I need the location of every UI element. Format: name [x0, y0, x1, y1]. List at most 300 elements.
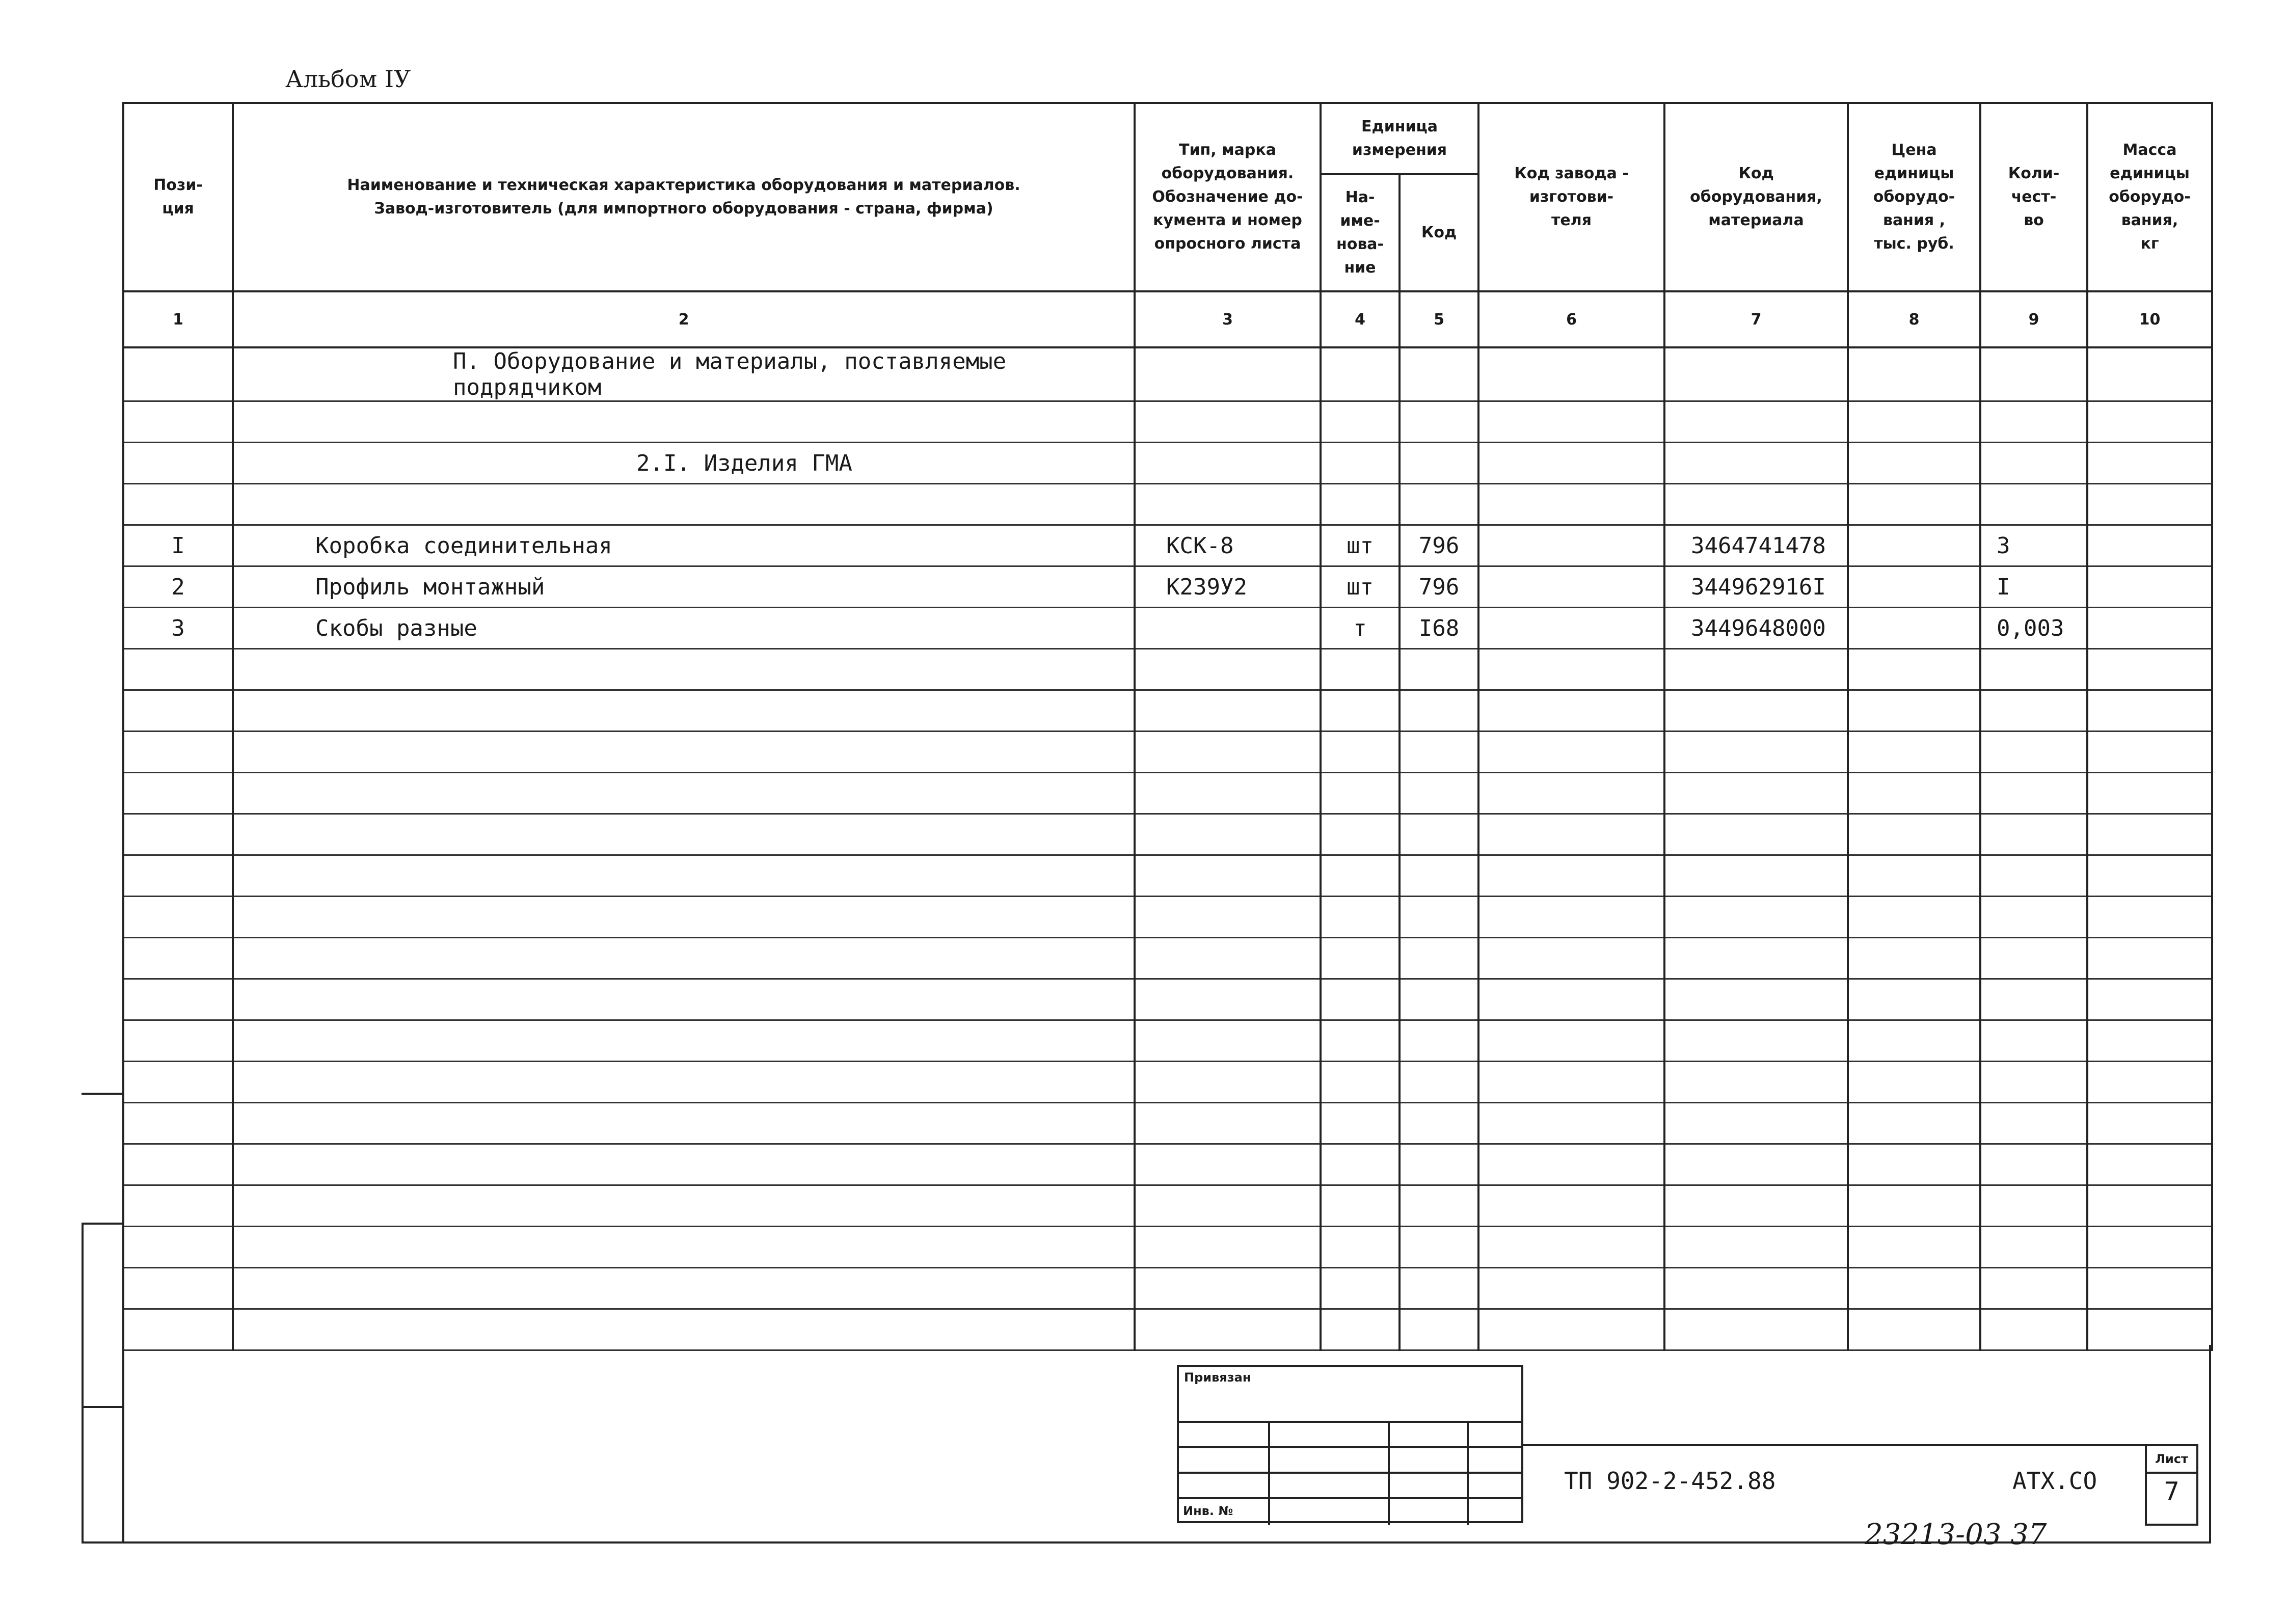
cell-maker	[1478, 1103, 1664, 1144]
cell-name	[233, 1062, 1135, 1103]
cell-unit	[1321, 690, 1400, 732]
specification-table	[122, 102, 2213, 1351]
cell-name	[233, 855, 1135, 897]
cell-unit-code	[1400, 443, 1478, 484]
cell-qty	[1980, 814, 2087, 855]
cell-type	[1135, 979, 1321, 1020]
album-title: Альбом IУ	[285, 65, 411, 93]
header-equipment-code: Код оборудования, материала	[1664, 103, 1848, 291]
cell-unit: шт	[1321, 525, 1400, 566]
cell-price	[1848, 855, 1980, 897]
cell-mass	[2087, 484, 2212, 525]
cell-equip-code	[1664, 979, 1848, 1020]
table-row	[123, 525, 2212, 566]
cell-mass	[2087, 855, 2212, 897]
cell-price	[1848, 1144, 1980, 1185]
cell-pos	[123, 1144, 233, 1185]
cell-qty	[1980, 1227, 2087, 1268]
cell-type	[1135, 347, 1321, 401]
cell-unit-code	[1400, 814, 1478, 855]
header-type: Тип, марка оборудования. Обозначение до- кумента и номер опросного листа	[1135, 103, 1321, 291]
cell-unit-code	[1400, 1144, 1478, 1185]
cell-equip-code	[1664, 814, 1848, 855]
cell-unit-code	[1400, 649, 1478, 690]
table-row	[123, 1185, 2212, 1227]
cell-mass	[2087, 773, 2212, 814]
cell-unit	[1321, 484, 1400, 525]
cell-unit	[1321, 1020, 1400, 1062]
cell-price	[1848, 690, 1980, 732]
cell-type	[1135, 1062, 1321, 1103]
cell-maker	[1478, 401, 1664, 443]
cell-unit	[1321, 1103, 1400, 1144]
table-row	[123, 1020, 2212, 1062]
cell-mass	[2087, 608, 2212, 649]
cell-unit	[1321, 1227, 1400, 1268]
cell-price	[1848, 1227, 1980, 1268]
cell-name	[233, 1309, 1135, 1350]
cell-pos	[123, 938, 233, 979]
cell-type	[1135, 897, 1321, 938]
cell-unit-code	[1400, 1309, 1478, 1350]
cell-type	[1135, 732, 1321, 773]
stamp-line	[1179, 1472, 1521, 1474]
cell-qty	[1980, 1103, 2087, 1144]
cell-equip-code	[1664, 855, 1848, 897]
cell-name	[233, 1020, 1135, 1062]
cell-mass	[2087, 897, 2212, 938]
cell-mass	[2087, 347, 2212, 401]
cell-qty	[1980, 855, 2087, 897]
stamp-divider	[1268, 1421, 1270, 1525]
table-row	[123, 979, 2212, 1020]
cell-maker	[1478, 1062, 1664, 1103]
cell-maker	[1478, 566, 1664, 608]
cell-price	[1848, 814, 1980, 855]
cell-price	[1848, 897, 1980, 938]
cell-type	[1135, 1144, 1321, 1185]
table-row	[123, 443, 2212, 484]
cell-mass	[2087, 1144, 2212, 1185]
table-row	[123, 1227, 2212, 1268]
header-unit-group: Единица измерения	[1321, 103, 1478, 174]
cell-qty	[1980, 897, 2087, 938]
cell-qty	[1980, 1144, 2087, 1185]
cell-maker	[1478, 938, 1664, 979]
cell-unit-code	[1400, 484, 1478, 525]
cell-mass	[2087, 1309, 2212, 1350]
cell-qty: 3	[1980, 525, 2087, 566]
cell-name	[233, 649, 1135, 690]
cell-equip-code	[1664, 1062, 1848, 1103]
cell-price	[1848, 608, 1980, 649]
handwritten-number: 23213-03 37	[1865, 1518, 2047, 1551]
cell-pos	[123, 484, 233, 525]
header-name: Наименование и техническая характеристика оборудования и материалов. Завод-изготовитель (для импортного оборудования - страна, фирма)	[233, 103, 1135, 291]
cell-mass	[2087, 814, 2212, 855]
cell-maker	[1478, 1227, 1664, 1268]
cell-mass	[2087, 525, 2212, 566]
table-row	[123, 649, 2212, 690]
cell-pos	[123, 443, 233, 484]
header-position: Пози- ция	[123, 103, 233, 291]
cell-unit	[1321, 443, 1400, 484]
cell-name	[233, 1103, 1135, 1144]
cell-pos	[123, 1020, 233, 1062]
cell-price	[1848, 1020, 1980, 1062]
cell-qty	[1980, 1268, 2087, 1309]
cell-maker	[1478, 897, 1664, 938]
cell-maker	[1478, 773, 1664, 814]
cell-price	[1848, 938, 1980, 979]
sheet-number: 7	[2164, 1477, 2180, 1506]
cell-mass	[2087, 690, 2212, 732]
cell-unit-code	[1400, 979, 1478, 1020]
cell-unit	[1321, 773, 1400, 814]
cell-qty	[1980, 1062, 2087, 1103]
cell-qty: I	[1980, 566, 2087, 608]
cell-qty	[1980, 1020, 2087, 1062]
cell-mass	[2087, 401, 2212, 443]
cell-unit	[1321, 649, 1400, 690]
cell-type	[1135, 443, 1321, 484]
cell-qty	[1980, 690, 2087, 732]
cell-qty	[1980, 938, 2087, 979]
cell-price	[1848, 525, 1980, 566]
cell-qty	[1980, 649, 2087, 690]
cell-price	[1848, 401, 1980, 443]
cell-maker	[1478, 1020, 1664, 1062]
table-row	[123, 1268, 2212, 1309]
table-row	[123, 773, 2212, 814]
cell-name: Скобы разные	[233, 608, 1135, 649]
inventory-label: Инв. №	[1183, 1504, 1233, 1518]
table-row	[123, 732, 2212, 773]
cell-price	[1848, 484, 1980, 525]
cell-unit-code	[1400, 1020, 1478, 1062]
cell-unit-code	[1400, 1268, 1478, 1309]
cell-name	[233, 484, 1135, 525]
cell-unit-code	[1400, 1062, 1478, 1103]
cell-equip-code	[1664, 690, 1848, 732]
table-row	[123, 608, 2212, 649]
cell-price	[1848, 1185, 1980, 1227]
stamp-line	[1179, 1446, 1521, 1448]
cell-unit-code	[1400, 401, 1478, 443]
cell-price	[1848, 979, 1980, 1020]
cell-equip-code	[1664, 773, 1848, 814]
cell-maker	[1478, 525, 1664, 566]
cell-qty	[1980, 1185, 2087, 1227]
cell-mass	[2087, 566, 2212, 608]
cell-maker	[1478, 1185, 1664, 1227]
cell-unit-code	[1400, 773, 1478, 814]
document-code: ТП 902-2-452.88	[1564, 1467, 1776, 1495]
cell-equip-code	[1664, 1144, 1848, 1185]
cell-unit	[1321, 1185, 1400, 1227]
margin-line-vertical	[82, 1223, 84, 1544]
cell-mass	[2087, 1185, 2212, 1227]
cell-unit-code	[1400, 938, 1478, 979]
cell-unit	[1321, 1144, 1400, 1185]
cell-pos	[123, 347, 233, 401]
sheet-label: Лист	[2147, 1446, 2196, 1474]
cell-mass	[2087, 1227, 2212, 1268]
cell-name	[233, 814, 1135, 855]
cell-unit-code	[1400, 347, 1478, 401]
cell-pos	[123, 1268, 233, 1309]
cell-equip-code	[1664, 347, 1848, 401]
table-row	[123, 1144, 2212, 1185]
cell-unit	[1321, 814, 1400, 855]
binding-stamp	[1177, 1365, 1523, 1523]
cell-mass	[2087, 1268, 2212, 1309]
cell-type	[1135, 484, 1321, 525]
cell-mass	[2087, 649, 2212, 690]
cell-unit: т	[1321, 608, 1400, 649]
margin-line-mid	[82, 1406, 122, 1408]
cell-type: К239У2	[1135, 566, 1321, 608]
cell-unit-code	[1400, 1185, 1478, 1227]
cell-qty	[1980, 773, 2087, 814]
cell-maker	[1478, 690, 1664, 732]
cell-unit-code: 796	[1400, 566, 1478, 608]
table-row	[123, 855, 2212, 897]
column-number-row: 1 2 3 4 5 6 7 8 9 10	[123, 291, 2212, 347]
cell-unit-code	[1400, 897, 1478, 938]
cell-name	[233, 732, 1135, 773]
cell-name	[233, 979, 1135, 1020]
stamp-divider	[1388, 1421, 1390, 1525]
cell-pos	[123, 401, 233, 443]
cell-maker	[1478, 855, 1664, 897]
cell-unit	[1321, 1268, 1400, 1309]
cell-equip-code	[1664, 484, 1848, 525]
cell-unit-code	[1400, 855, 1478, 897]
cell-pos	[123, 814, 233, 855]
cell-unit	[1321, 855, 1400, 897]
cell-type	[1135, 1227, 1321, 1268]
cell-equip-code	[1664, 897, 1848, 938]
cell-maker	[1478, 649, 1664, 690]
cell-qty	[1980, 347, 2087, 401]
cell-price	[1848, 1062, 1980, 1103]
sheet-code: АТХ.СО	[2012, 1467, 2097, 1495]
cell-equip-code: 3449648000	[1664, 608, 1848, 649]
cell-pos	[123, 732, 233, 773]
cell-mass	[2087, 732, 2212, 773]
stamp-line	[1179, 1497, 1521, 1499]
cell-name: Профиль монтажный	[233, 566, 1135, 608]
cell-pos: 2	[123, 566, 233, 608]
cell-price	[1848, 1309, 1980, 1350]
cell-price	[1848, 347, 1980, 401]
cell-maker	[1478, 1144, 1664, 1185]
cell-maker	[1478, 443, 1664, 484]
cell-type	[1135, 1103, 1321, 1144]
cell-pos: 3	[123, 608, 233, 649]
cell-price	[1848, 1103, 1980, 1144]
cell-type	[1135, 814, 1321, 855]
cell-equip-code	[1664, 1268, 1848, 1309]
cell-type	[1135, 690, 1321, 732]
table-row	[123, 347, 2212, 401]
cell-qty: 0,003	[1980, 608, 2087, 649]
margin-mark	[82, 1093, 122, 1095]
cell-type	[1135, 1268, 1321, 1309]
table-row	[123, 401, 2212, 443]
header-price: Цена единицы оборудо- вания , тыс. руб.	[1848, 103, 1980, 291]
cell-name: Коробка соединительная	[233, 525, 1135, 566]
cell-unit-code	[1400, 690, 1478, 732]
table-row	[123, 814, 2212, 855]
cell-type	[1135, 1185, 1321, 1227]
cell-name	[233, 773, 1135, 814]
table-row	[123, 938, 2212, 979]
cell-type	[1135, 1020, 1321, 1062]
cell-name: П. Оборудование и материалы, поставляемые подрядчиком	[233, 347, 1135, 401]
cell-name	[233, 938, 1135, 979]
cell-pos	[123, 1309, 233, 1350]
table-row	[123, 1309, 2212, 1350]
cell-type	[1135, 608, 1321, 649]
cell-equip-code: 3464741478	[1664, 525, 1848, 566]
cell-name: 2.I. Изделия ГМА	[233, 443, 1135, 484]
cell-unit	[1321, 732, 1400, 773]
cell-equip-code	[1664, 1103, 1848, 1144]
cell-type	[1135, 1309, 1321, 1350]
table-row	[123, 484, 2212, 525]
cell-qty	[1980, 979, 2087, 1020]
cell-unit-code	[1400, 1227, 1478, 1268]
cell-name	[233, 690, 1135, 732]
table-row	[123, 690, 2212, 732]
cell-unit-code	[1400, 1103, 1478, 1144]
cell-name	[233, 1144, 1135, 1185]
cell-pos	[123, 1103, 233, 1144]
cell-maker	[1478, 732, 1664, 773]
cell-mass	[2087, 443, 2212, 484]
cell-equip-code	[1664, 401, 1848, 443]
table-row	[123, 897, 2212, 938]
cell-maker	[1478, 979, 1664, 1020]
cell-name	[233, 1268, 1135, 1309]
stamp-line	[1179, 1421, 1521, 1423]
cell-price	[1848, 566, 1980, 608]
cell-unit: шт	[1321, 566, 1400, 608]
cell-qty	[1980, 443, 2087, 484]
cell-mass	[2087, 938, 2212, 979]
bound-label: Привязан	[1184, 1370, 1251, 1385]
header-unit-code: Код	[1400, 174, 1478, 291]
cell-unit-code: 796	[1400, 525, 1478, 566]
cell-name	[233, 1227, 1135, 1268]
cell-unit	[1321, 347, 1400, 401]
cell-price	[1848, 443, 1980, 484]
cell-maker	[1478, 347, 1664, 401]
cell-pos	[123, 855, 233, 897]
cell-mass	[2087, 979, 2212, 1020]
cell-mass	[2087, 1103, 2212, 1144]
cell-price	[1848, 773, 1980, 814]
cell-equip-code	[1664, 1185, 1848, 1227]
cell-equip-code	[1664, 649, 1848, 690]
cell-price	[1848, 732, 1980, 773]
cell-pos	[123, 1185, 233, 1227]
cell-mass	[2087, 1062, 2212, 1103]
header-mass: Масса единицы оборудо- вания, кг	[2087, 103, 2212, 291]
cell-type	[1135, 401, 1321, 443]
cell-maker	[1478, 484, 1664, 525]
cell-unit	[1321, 897, 1400, 938]
cell-equip-code	[1664, 1309, 1848, 1350]
cell-mass	[2087, 1020, 2212, 1062]
cell-type	[1135, 649, 1321, 690]
cell-equip-code	[1664, 732, 1848, 773]
cell-type	[1135, 938, 1321, 979]
cell-maker	[1478, 1309, 1664, 1350]
cell-price	[1848, 1268, 1980, 1309]
cell-equip-code	[1664, 938, 1848, 979]
cell-unit	[1321, 938, 1400, 979]
cell-unit	[1321, 1309, 1400, 1350]
cell-type	[1135, 855, 1321, 897]
cell-equip-code	[1664, 443, 1848, 484]
cell-equip-code	[1664, 1227, 1848, 1268]
table-row	[123, 1062, 2212, 1103]
table-row	[123, 566, 2212, 608]
cell-qty	[1980, 484, 2087, 525]
header-maker-code: Код завода - изготови- теля	[1478, 103, 1664, 291]
cell-price	[1848, 649, 1980, 690]
cell-pos	[123, 690, 233, 732]
margin-line-bottom	[82, 1541, 122, 1544]
cell-equip-code	[1664, 1020, 1848, 1062]
cell-pos	[123, 649, 233, 690]
sheet-box	[2145, 1444, 2198, 1526]
cell-equip-code: 344962916I	[1664, 566, 1848, 608]
title-block-line	[1523, 1444, 2147, 1446]
margin-line-top	[82, 1223, 122, 1225]
header-unit-name: На- име- нова- ние	[1321, 174, 1400, 291]
cell-pos	[123, 979, 233, 1020]
cell-maker	[1478, 814, 1664, 855]
cell-pos	[123, 1062, 233, 1103]
cell-maker	[1478, 608, 1664, 649]
cell-qty	[1980, 401, 2087, 443]
cell-unit-code	[1400, 732, 1478, 773]
cell-name	[233, 1185, 1135, 1227]
cell-unit	[1321, 979, 1400, 1020]
cell-unit	[1321, 401, 1400, 443]
cell-pos	[123, 897, 233, 938]
table-row	[123, 1103, 2212, 1144]
cell-unit	[1321, 1062, 1400, 1103]
cell-pos	[123, 1227, 233, 1268]
header-quantity: Коли- чест- во	[1980, 103, 2087, 291]
cell-pos	[123, 773, 233, 814]
cell-type	[1135, 773, 1321, 814]
cell-name	[233, 897, 1135, 938]
cell-type: КСК-8	[1135, 525, 1321, 566]
stamp-divider	[1467, 1421, 1469, 1525]
cell-qty	[1980, 1309, 2087, 1350]
cell-name	[233, 401, 1135, 443]
cell-maker	[1478, 1268, 1664, 1309]
cell-unit-code: I68	[1400, 608, 1478, 649]
cell-qty	[1980, 732, 2087, 773]
cell-pos: I	[123, 525, 233, 566]
